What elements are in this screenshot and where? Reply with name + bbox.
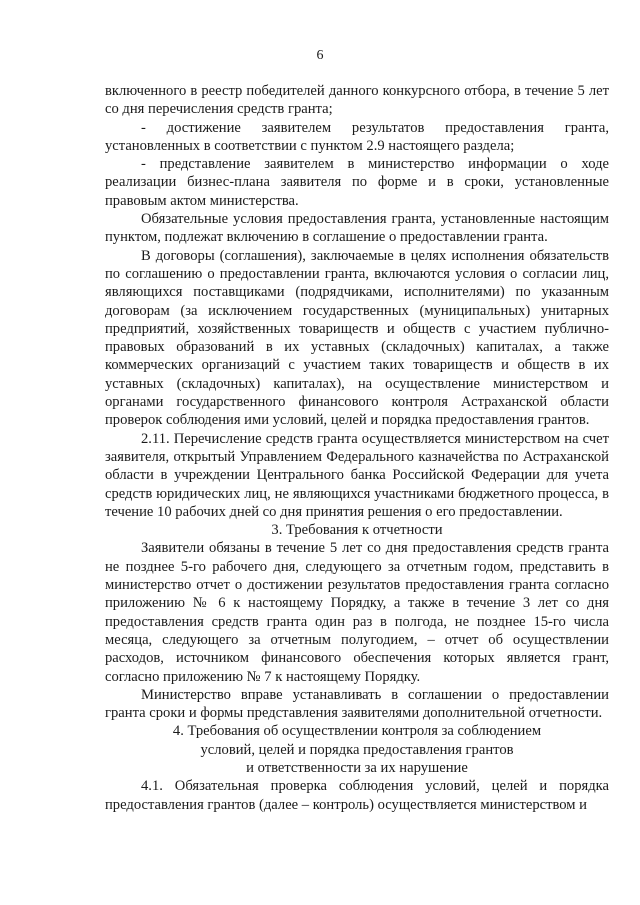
section-4-heading-line-2: условий, целей и порядка предоставления грантов <box>200 741 514 758</box>
paragraph-2-11: 2.11. Перечисление средств гранта осуществляется министерством на счет заявителя, открытый Управлением Федерального казначейства по Астраханской области в учреждении Центрального банка Российской Федерации для учета средств юридических лиц, не являющихся участниками бюджетного процесса, в течение 10 рабочих дней со дня принятия решения о его предоставлении. <box>105 430 609 520</box>
section-3-paragraph-additional: Министерство вправе устанавливать в соглашении о предоставлении гранта сроки и формы представления заявителями дополнительной отчетности. <box>105 686 609 722</box>
list-item-results: - достижение заявителем результатов предоставления гранта, установленных в соответствии с пунктом 2.9 настоящего раздела; <box>105 119 609 154</box>
section-4-paragraph-4-1: 4.1. Обязательная проверка соблюдения условий, целей и порядка предоставления грантов (далее – контроль) осуществляется министерством и <box>105 778 609 813</box>
section-3-heading: 3. Требования к отчетности <box>271 522 443 539</box>
section-4-heading <box>105 722 609 777</box>
list-item-business-plan: - представление заявителем в министерство информации о ходе реализации бизнес-плана заявителя по форме и в сроки, установленные правовым актом министерства. <box>105 156 609 209</box>
section-3-paragraph-reporting: Заявители обязаны в течение 5 лет со дня предоставления средств гранта не позднее 5-го рабочего дня, следующего за отчетным годом, представить в министерство отчет о достижении результатов предоставления гранта согласно приложению № 6 к настоящему Порядку, а также в течение 3 лет со дня предоставления средств гранта один раз в полгода, не позднее 15-го числа месяца, следующего за отчетным полугодием, – отчет об осуществлении расходов, источником финансового обеспечения которых является грант, согласно приложению № 7 к настоящему Порядку. <box>105 540 609 685</box>
paragraph-mandatory-conditions: Обязательные условия предоставления гранта, установленные настоящим пунктом, подлежат включению в соглашение о предоставлении гранта. <box>105 211 609 246</box>
page-number: 6 <box>316 48 324 63</box>
document-body <box>105 82 609 814</box>
section-4-heading-line-3: и ответственности за их нарушение <box>246 759 468 776</box>
paragraph-continuation: включенного в реестр победителей данного конкурсного отбора, в течение 5 лет со дня перечисления средств гранта; <box>105 83 609 118</box>
paragraph-contracts: В договоры (соглашения), заключаемые в целях исполнения обязательств по соглашению о предоставлении гранта, включаются условия о согласии лиц, являющихся поставщиками (подрядчиками, исполнителями) по указанным договорам (за исключением государственных (муниципальных) унитарных предприятий, хозяйственных товариществ и обществ с участием публично-правовых образований в их уставных (складочных) капиталах, а также коммерческих организаций с участием таких товариществ и обществ в их уставных (складочных) капиталах), на осуществление министерством и органами государственного финансового контроля Астраханской области проверок соблюдения ими условий, целей и порядка предоставления грантов. <box>105 247 609 429</box>
section-4-heading-line-1: 4. Требования об осуществлении контроля за соблюдением <box>172 723 542 740</box>
